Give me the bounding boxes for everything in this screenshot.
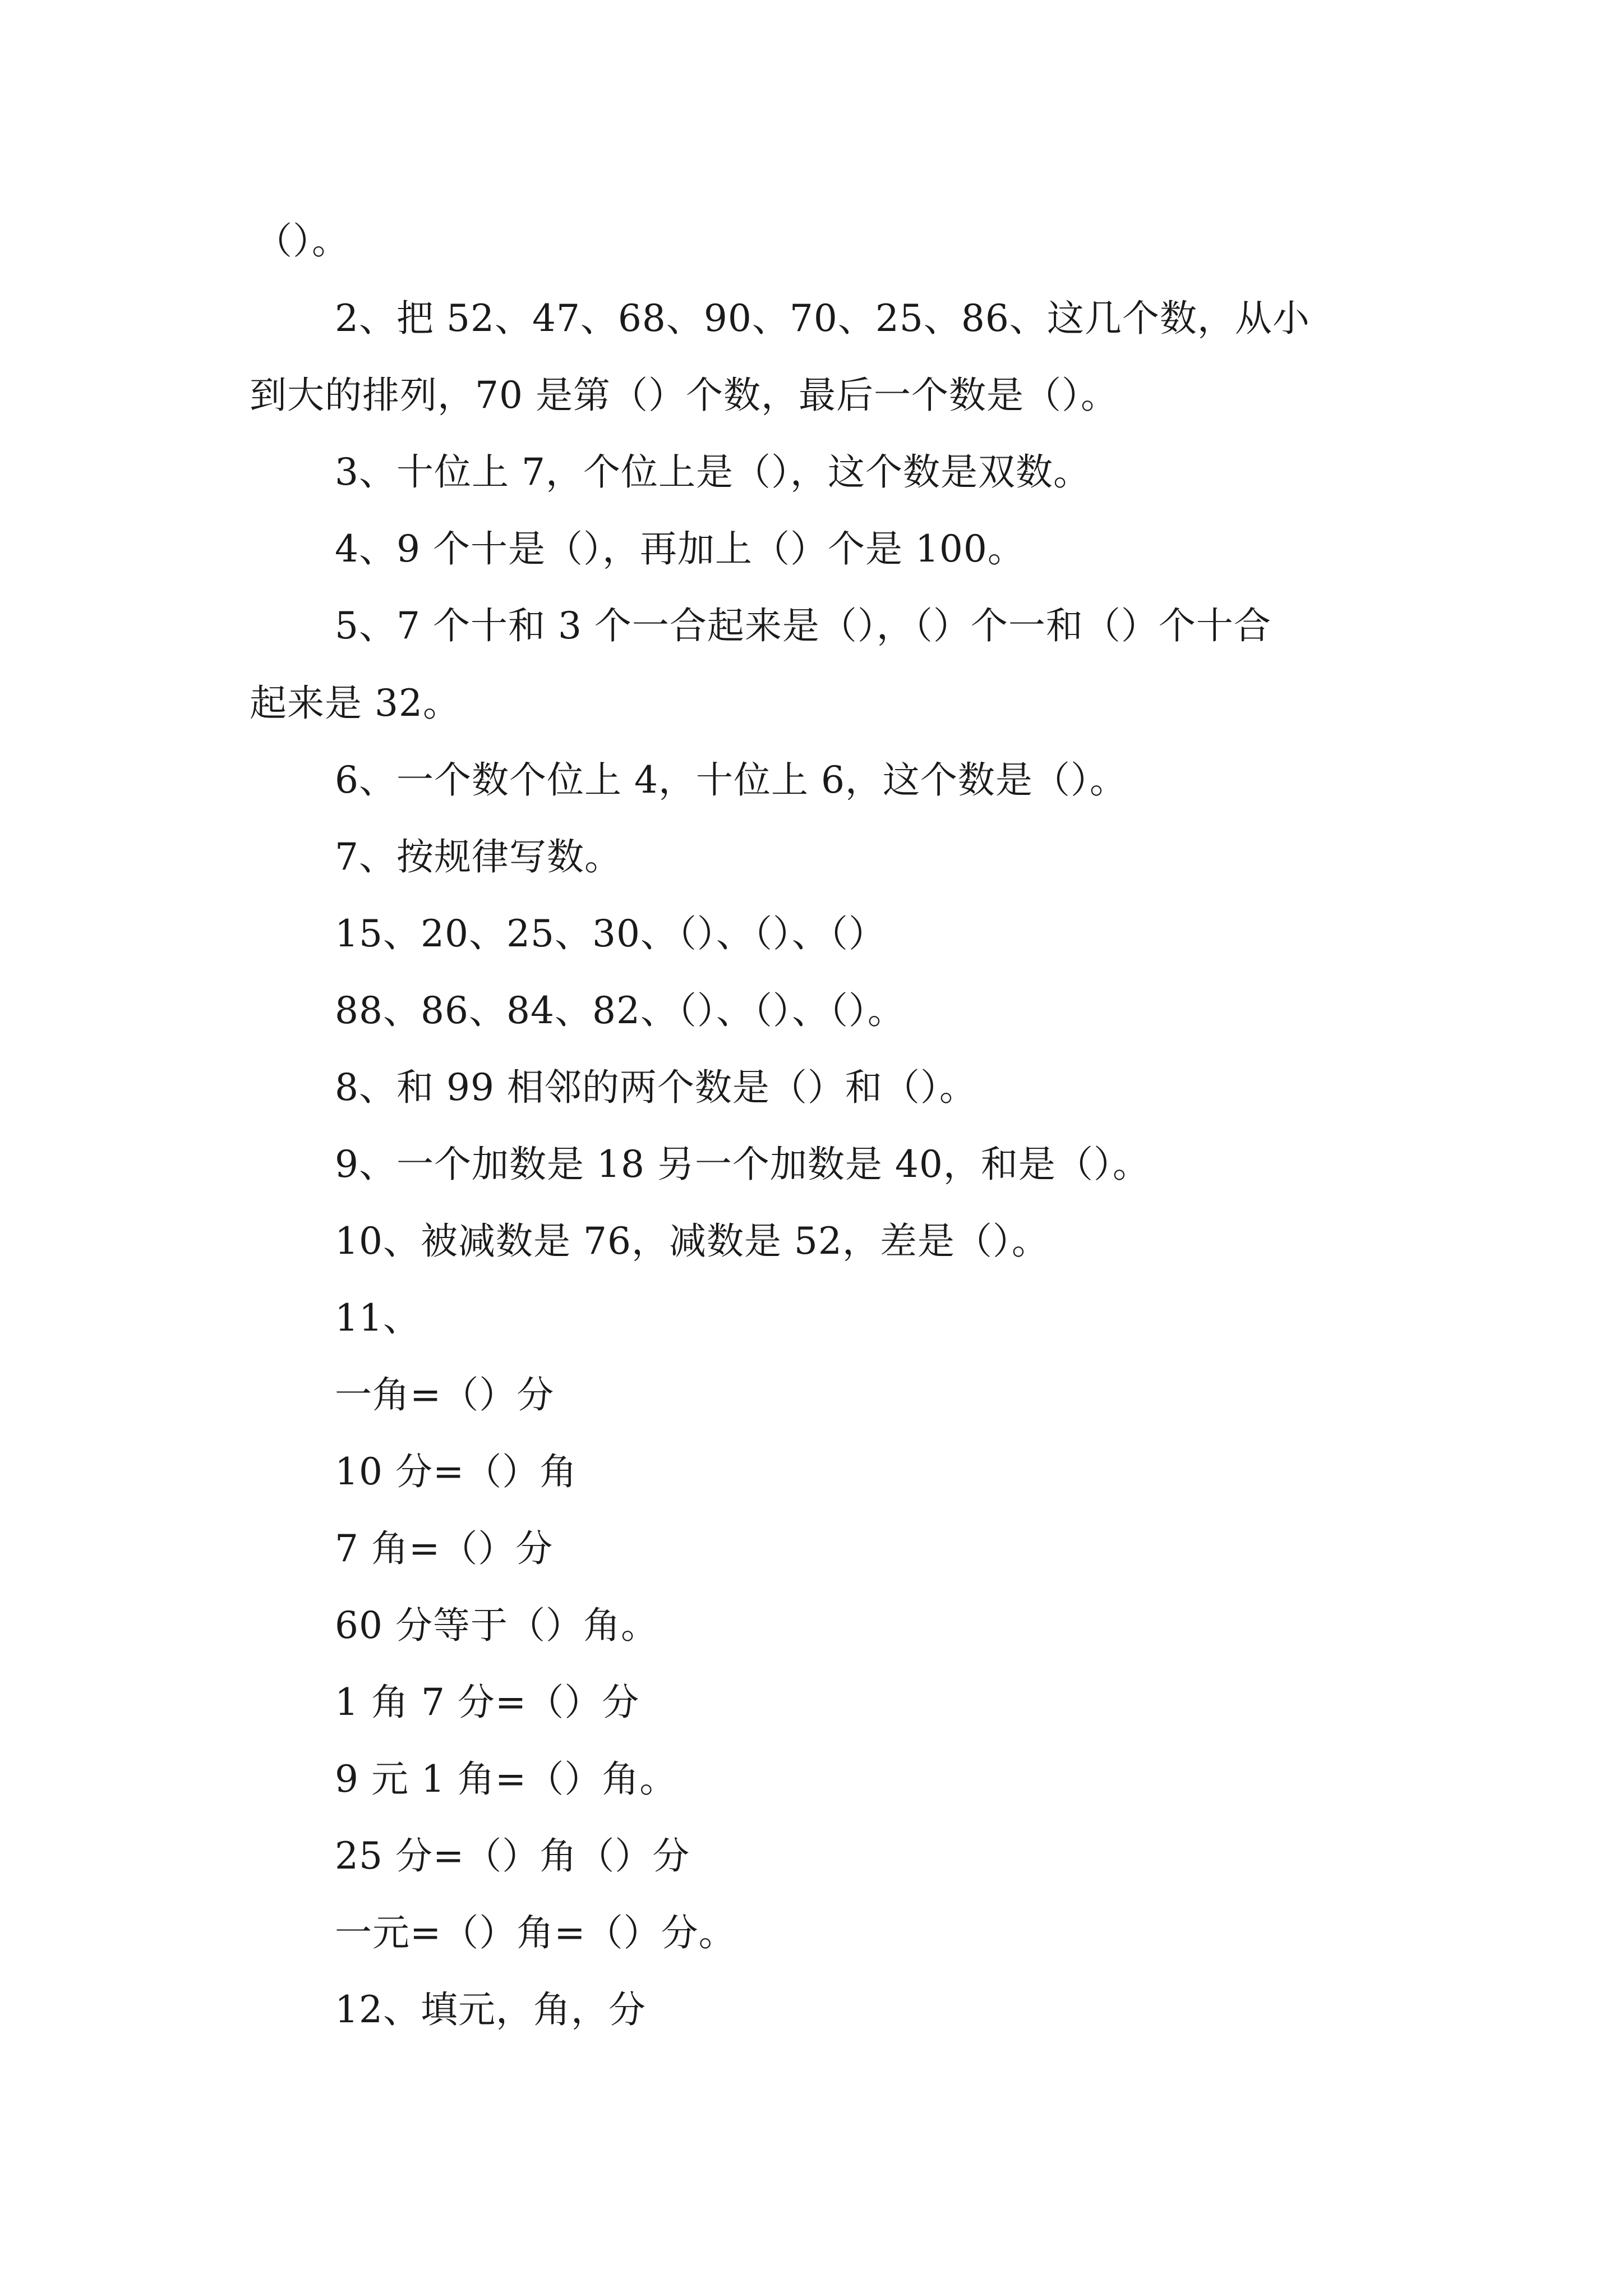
text-line-23: 一元=（）角=（）分。 bbox=[335, 1911, 736, 1954]
text-line-2: 2、把 52、47、68、90、70、25、86、这几个数，从小 bbox=[335, 297, 1310, 340]
text-line-13: 9、一个加数是 18 另一个加数是 40，和是（）。 bbox=[335, 1143, 1150, 1186]
text-line-24: 12、填元，角，分 bbox=[335, 1988, 646, 2031]
text-line-9: 7、按规律写数。 bbox=[335, 835, 622, 878]
text-line-3: 到大的排列，70 是第（）个数，最后一个数是（）。 bbox=[250, 374, 1118, 417]
text-line-17: 10 分=（）角 bbox=[335, 1450, 578, 1493]
text-line-18: 7 角=（）分 bbox=[335, 1527, 554, 1570]
text-line-12: 8、和 99 相邻的两个数是（）和（）。 bbox=[335, 1066, 977, 1109]
text-line-7: 起来是 32。 bbox=[250, 682, 460, 725]
text-line-21: 9 元 1 角=（）角。 bbox=[335, 1757, 677, 1801]
text-line-16: 一角=（）分 bbox=[335, 1373, 555, 1416]
text-line-19: 60 分等于（）角。 bbox=[335, 1604, 658, 1647]
text-line-11: 88、86、84、82、（）、（）、（）。 bbox=[335, 989, 905, 1032]
text-line-15: 11、 bbox=[335, 1296, 421, 1340]
text-line-6: 5、7 个十和 3 个一合起来是（），（）个一和（）个十合 bbox=[335, 604, 1271, 647]
text-line-10: 15、20、25、30、（）、（）、（） bbox=[335, 912, 886, 955]
text-line-20: 1 角 7 分=（）分 bbox=[335, 1681, 640, 1724]
text-line-22: 25 分=（）角（）分 bbox=[335, 1834, 690, 1878]
text-line-5: 4、9 个十是（），再加上（）个是 100。 bbox=[335, 527, 1025, 570]
text-line-8: 6、一个数个位上 4，十位上 6，这个数是（）。 bbox=[335, 758, 1127, 802]
text-line-14: 10、被减数是 76，减数是 52，差是（）。 bbox=[335, 1220, 1049, 1263]
text-line-1: （）。 bbox=[255, 219, 349, 263]
text-line-4: 3、十位上 7，个位上是（），这个数是双数。 bbox=[335, 450, 1091, 494]
